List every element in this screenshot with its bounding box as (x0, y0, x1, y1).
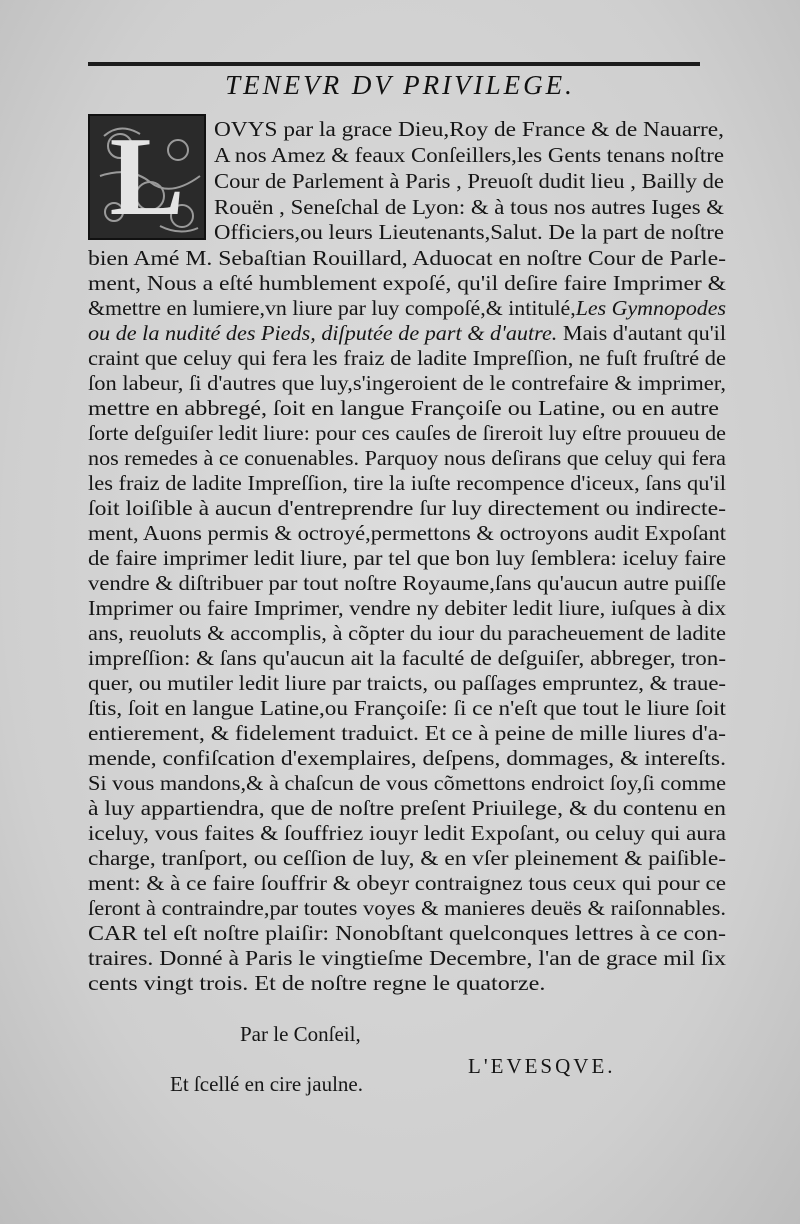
text-line: cents vingt trois. Et de noſtre regne le quatorze. (88, 971, 546, 995)
text-line: nos remedes à ce conuenables. Parquoy nous deſirans que celuy qui fera (88, 446, 726, 470)
text-line: Cour de Parlement à Paris , Preuoſt dudit lieu , Bailly de (214, 169, 724, 193)
book-title-italic: Les Gymnopodes (575, 296, 726, 320)
dropcap-letter: L (109, 115, 185, 239)
text-line: ans, reuoluts & accomplis, à cõpter du iour du paracheuement de ladite (88, 621, 726, 645)
text-line: impreſſion: & ſans qu'aucun ait la faculté de deſguiſer, abbreger, tron- (88, 646, 726, 670)
text-line: ſoit loiſible à aucun d'entreprendre ſur luy directement ou indirecte- (88, 496, 726, 520)
text-line: entierement, & fidelement traduict. Et ce à peine de mille liures d'a- (88, 721, 726, 745)
text-segment-italic: ou de la nudité des Pieds, diſputée de part & d'autre. (88, 321, 558, 345)
text-segment: Mais d'autant qu'il (562, 321, 726, 345)
text-line: ment, Nous a eſté humblement expoſé, qu'il deſire faire Imprimer & (88, 271, 726, 295)
text-line: ment, Auons permis & octroyé,permettons & octroyons audit Expoſant (88, 521, 726, 545)
text-line: les fraiz de ladite Impreſſion, tire la iuſte recompence d'iceux, ſans qu'il (88, 471, 727, 495)
text-line: ſeront à contraindre,par toutes voyes & manieres deuës & raiſonnables. (88, 896, 726, 920)
seal-note: Et ſcellé en cire jaulne. (170, 1072, 363, 1096)
text-line: à luy appartiendra, que de noſtre preſent Priuilege, & du contenu en (88, 796, 726, 820)
text-line: ment: & à ce faire ſouffrir & obeyr contraignez tous ceux qui pour ce (88, 871, 726, 895)
text-line (88, 295, 753, 321)
ornamental-initial (88, 114, 206, 240)
text-line: traires. Donné à Paris le vingtieſme Decembre, l'an de grace mil ſix (88, 946, 726, 970)
page-title: TENEVR DV PRIVILEGE. (225, 70, 575, 100)
text-line: vendre & diſtribuer par tout noſtre Royaume,ſans qu'aucun autre puiſſe (88, 571, 726, 595)
header-rule (88, 62, 700, 66)
text-line: Officiers,ou leurs Lieutenants,Salut. De la part de noſtre (214, 220, 724, 244)
text-line: Si vous mandons,& à chaſcun de vous cõmettons endroict ſoy,ſi comme (88, 771, 726, 795)
signer-name: L'EVESQVE. (468, 1054, 616, 1078)
text-line: ſon labeur, ſi d'autres que luy,s'ingeroient de le contrefaire & imprimer, (88, 371, 726, 395)
text-line: de faire imprimer ledit liure, par tel que bon luy ſemblera: iceluy faire (88, 546, 726, 570)
text-line: mettre en abbregé, ſoit en langue Françoiſe ou Latine, ou en autre (88, 396, 720, 420)
text-line: ſorte deſguiſer ledit liure: pour ces cauſes de ſireroit luy eſtre prouueu de (88, 421, 726, 445)
text-line: CAR tel eſt noſtre plaiſir: Nonobſtant quelconques lettres à ce con- (88, 921, 726, 945)
text-line: Rouën , Seneſchal de Lyon: & à tous nos autres Iuges & (214, 195, 724, 219)
text-line: A nos Amez & feaux Conſeillers,les Gents tenans noſtre (214, 143, 724, 167)
text-line: Imprimer ou faire Imprimer, vendre ny debiter ledit liure, iuſques à dix (88, 596, 726, 620)
text-line: bien Amé M. Sebaſtian Rouillard, Aduocat en noſtre Cour de Parle- (88, 246, 726, 270)
text-line: ſtis, ſoit en langue Latine,ou Françoiſe: ſi ce n'eſt que tout le liure ſoit (88, 696, 726, 720)
text-line: mende, confiſcation d'exemplaires, deſpens, dommages, & intereſts. (88, 746, 726, 770)
text-line (88, 320, 761, 346)
text-line: craint que celuy qui fera les fraiz de ladite Impreſſion, ne fuſt fruſtré de (88, 346, 726, 370)
text-line: OVYS par la grace Dieu,Roy de France & de Nauarre, (214, 117, 724, 141)
text-line: charge, tranſport, ou ceſſion de luy, & en vſer pleinement & paiſible- (88, 846, 726, 870)
council-attestation: Par le Conſeil, (240, 1022, 361, 1046)
text-line: quer, ou mutiler ledit liure par traicts, ou paſſages empruntez, & traue- (88, 671, 726, 695)
text-segment: &mettre en lumiere,vn liure par luy compoſé,& intitulé, (88, 296, 576, 320)
text-line: iceluy, vous faites & ſouffriez iouyr ledit Expoſant, ou celuy qui aura (88, 821, 726, 845)
